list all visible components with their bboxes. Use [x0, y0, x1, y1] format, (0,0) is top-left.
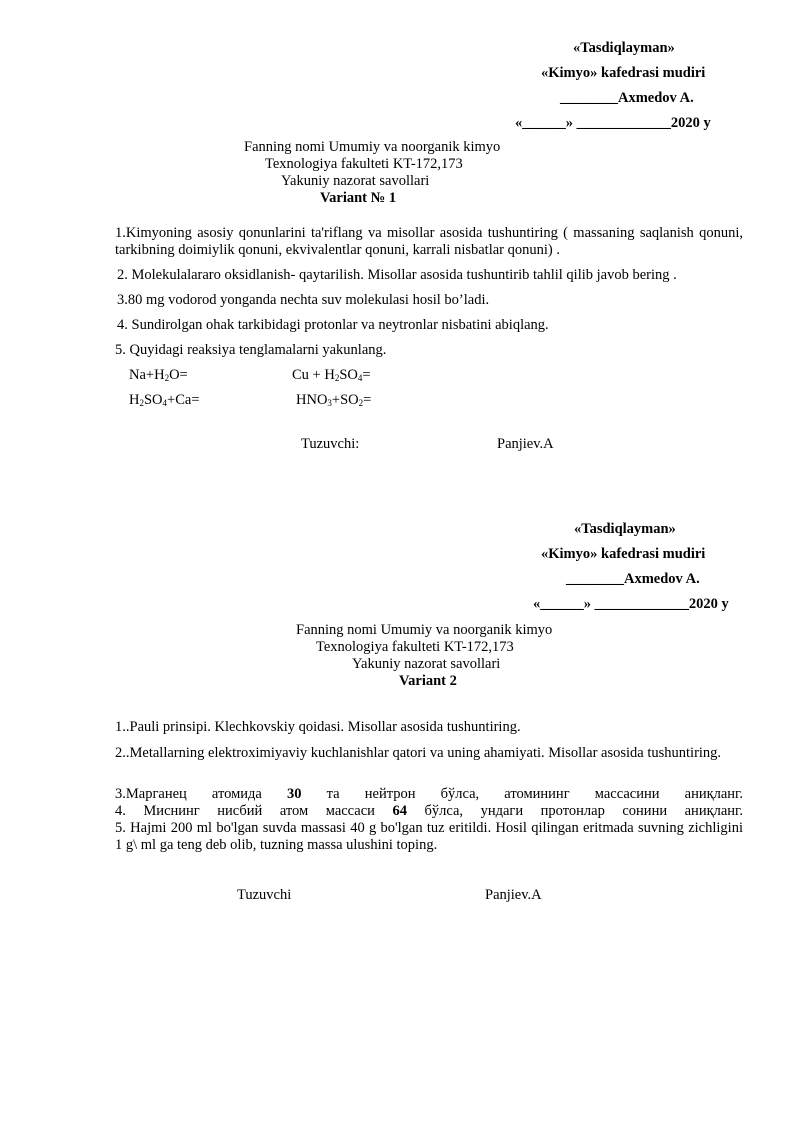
equation-acid-ca: $H_2SO_4+Ca=$	[129, 392, 200, 408]
question-4: 4. Миснинг нисбий атом массаси 64 бўлса, ундаги протонлар сонини аниқланг.	[115, 803, 743, 819]
author-label: Tuzuvchi	[237, 887, 292, 903]
variant-heading: Variant 2	[399, 673, 457, 689]
approval-date-line: «______» _____________2020 y	[515, 115, 711, 131]
subject-name: Fanning nomi Umumiy va noorganik kimyo	[296, 622, 553, 638]
question-3: 3.Марганец атомида 30 та нейтрон бўлса, атомининг массасини аниқланг.	[115, 786, 743, 802]
author-name: Panjiev.A	[485, 887, 542, 903]
author-label: Tuzuvchi:	[301, 436, 360, 452]
equation-na-water: $Na+H_2O=$	[129, 367, 188, 383]
variant-heading: Variant № 1	[320, 190, 397, 206]
question-5: 5. Quyidagi reaksiya tenglamalarni yakunlang.	[115, 342, 387, 358]
department-head-title: «Kimyo» kafedrasi mudiri	[541, 65, 706, 81]
question-2: 2..Metallarning elektroximiyaviy kuchlanishlar qatori va uning ahamiyati. Misollar asosida tushuntiring.	[115, 745, 722, 761]
subject-name: Fanning nomi Umumiy va noorganik kimyo	[244, 139, 501, 155]
head-signature-line: ________Axmedov A.	[560, 90, 694, 106]
question-5: 5. Hajmi 200 ml bo'lgan suvda massasi 40 g bo'lgan tuz eritildi. Hosil qilingan eritmada suvning zichligini 1 g\ ml ga teng deb olib, tuzning massa ulushini toping.	[115, 820, 743, 853]
question-2: 2. Molekulalararo oksidlanish- qaytarilish. Misollar asosida tushuntirib tahlil qilib javob bering .	[117, 267, 677, 283]
equation-hno3-so2: $HNO_3+SO_2=$	[296, 392, 372, 408]
exam-title: Yakuniy nazorat savollari	[281, 173, 430, 189]
author-name: Panjiev.A	[497, 436, 554, 452]
faculty-group: Texnologiya fakulteti KT-172,173	[265, 156, 463, 172]
question-1: 1.Kimyoning asosiy qonunlarini ta'riflang va misollar asosida tushuntiring ( massaning saqlanish qonuni, tarkibning doimiylik qonuni, ekvivalentlar qonuni, karrali nisbatlar qonuni) .	[115, 225, 743, 258]
exam-title: Yakuniy nazorat savollari	[352, 656, 501, 672]
faculty-group: Texnologiya fakulteti KT-172,173	[316, 639, 514, 655]
approval-title: «Tasdiqlayman»	[573, 40, 675, 56]
approval-date-line: «______» _____________2020 y	[533, 596, 729, 612]
approval-title: «Tasdiqlayman»	[574, 521, 676, 537]
question-1: 1..Pauli prinsipi. Klechkovskiy qoidasi. Misollar asosida tushuntiring.	[115, 719, 521, 735]
equation-cu-acid: $Cu + H_2SO_4=$	[292, 367, 371, 383]
head-signature-line: ________Axmedov A.	[566, 571, 700, 587]
question-3: 3.80 mg vodorod yonganda nechta suv molekulasi hosil bo’ladi.	[117, 292, 490, 308]
question-4: 4. Sundirolgan ohak tarkibidagi protonlar va neytronlar nisbatini abiqlang.	[117, 317, 549, 333]
department-head-title: «Kimyo» kafedrasi mudiri	[541, 546, 706, 562]
